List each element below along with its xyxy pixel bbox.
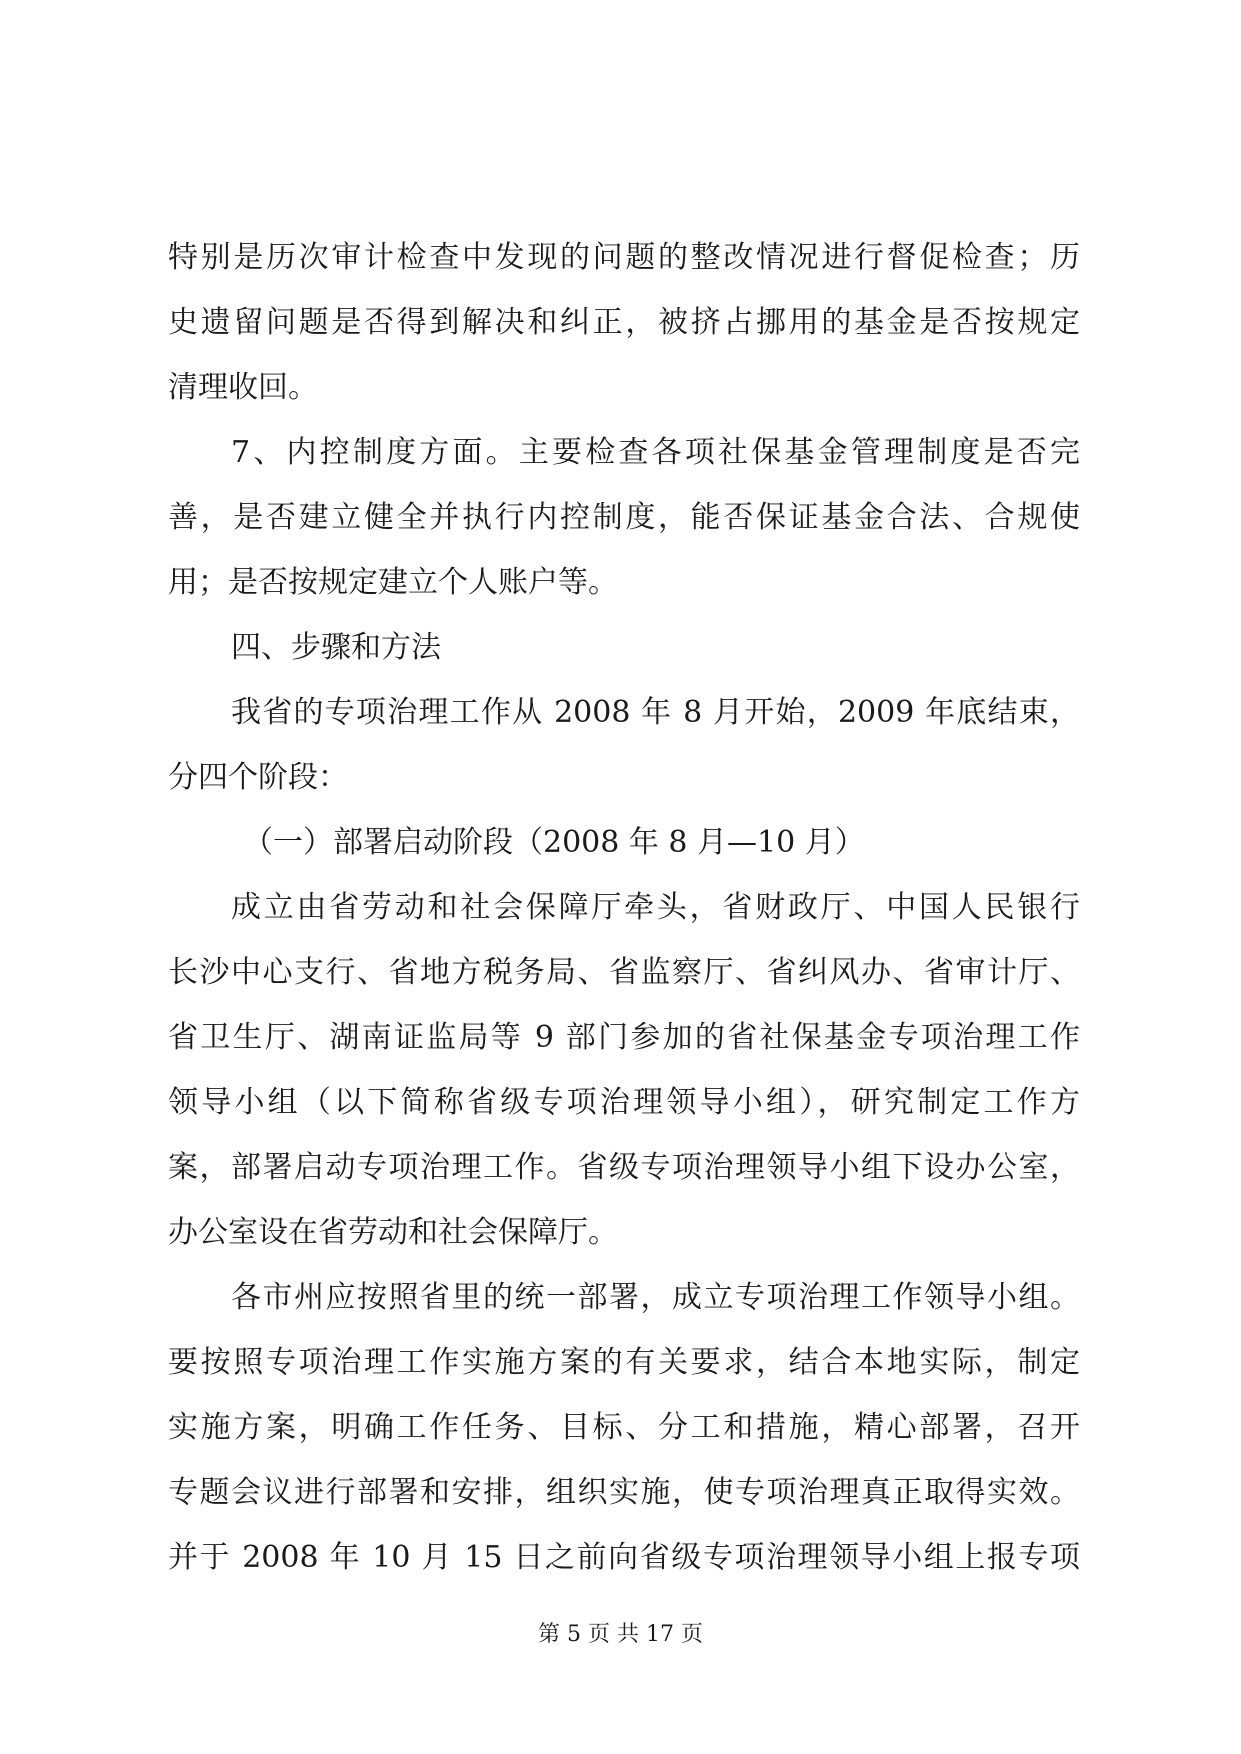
text-line: 各市州应按照省里的统一部署，成立专项治理工作领导小组。	[231, 1280, 1080, 1315]
text-line: 清理收回。	[168, 370, 318, 405]
text-line: 我省的专项治理工作从 2008 年 8 月开始，2009 年底结束，	[231, 695, 1080, 730]
text-line: 省卫生厅、湖南证监局等 9 部门参加的省社保基金专项治理工作	[168, 1020, 1080, 1055]
text-line: 用；是否按规定建立个人账户等。	[168, 565, 618, 600]
text-line: 实施方案，明确工作任务、目标、分工和措施，精心部署，召开	[168, 1410, 1080, 1445]
text-line: 特别是历次审计检查中发现的问题的整改情况进行督促检查；历	[168, 240, 1080, 275]
subsection-heading: （一）部署启动阶段（2008 年 8 月—10 月）	[243, 825, 865, 860]
text-line: 案，部署启动专项治理工作。省级专项治理领导小组下设办公室，	[168, 1150, 1080, 1185]
text-line: 领导小组（以下简称省级专项治理领导小组），研究制定工作方	[168, 1085, 1080, 1120]
text-line: 办公室设在省劳动和社会保障厅。	[168, 1215, 618, 1250]
text-line: 长沙中心支行、省地方税务局、省监察厅、省纠风办、省审计厅、	[168, 955, 1080, 990]
page-number-footer: 第 5 页 共 17 页	[538, 1622, 703, 1647]
document-body	[168, 225, 1080, 1590]
text-line: 史遗留问题是否得到解决和纠正，被挤占挪用的基金是否按规定	[168, 305, 1080, 340]
section-heading: 四、步骤和方法	[231, 630, 441, 665]
text-line: 善，是否建立健全并执行内控制度，能否保证基金合法、合规使	[168, 500, 1080, 535]
text-line: 成立由省劳动和社会保障厅牵头，省财政厅、中国人民银行	[231, 890, 1080, 925]
text-line: 专题会议进行部署和安排，组织实施，使专项治理真正取得实效。	[168, 1475, 1080, 1510]
text-line: 并于 2008 年 10 月 15 日之前向省级专项治理领导小组上报专项	[168, 1540, 1080, 1575]
text-line: 7、内控制度方面。主要检查各项社保基金管理制度是否完	[231, 435, 1080, 470]
text-line: 分四个阶段：	[168, 760, 348, 795]
text-line: 要按照专项治理工作实施方案的有关要求，结合本地实际，制定	[168, 1345, 1080, 1380]
